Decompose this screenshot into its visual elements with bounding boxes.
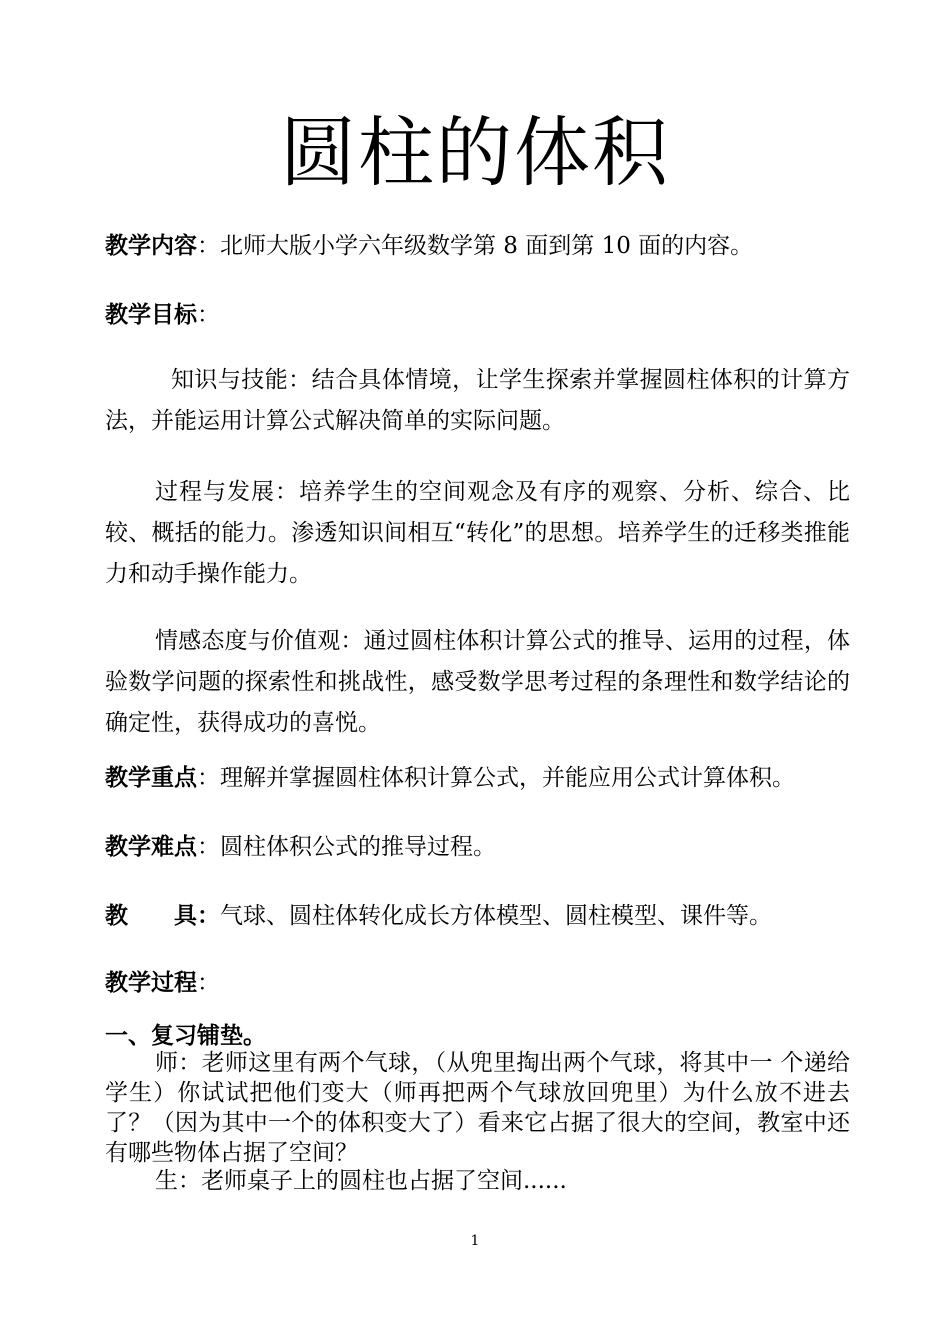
teacher-dialogue: 师：老师这里有两个气球，（从兜里掏出两个气球，将其中一 个递给学生）你试试把他们变大（师再把两个气球放回兜里）为什么放不进去了？（因为其中一个的体积变大了）看来它占据了很大的空间，教室中还有哪些物体占据了空间？ (105, 1050, 850, 1166)
page-number: 1 (470, 1233, 480, 1249)
section-one-heading: 一、复习铺垫。 (105, 1023, 266, 1049)
tools-line (105, 902, 850, 930)
difficulty-label: 教学难点 (105, 834, 197, 860)
student-dialogue: 生：老师桌子上的圆柱也占据了空间...... (155, 1168, 567, 1194)
key-point-text: ：理解并掌握圆柱体积计算公式，并能应用公式计算体积。 (197, 765, 795, 791)
objective-emotion: 情感态度与价值观：通过圆柱体积计算公式的推导、运用的过程，体验数学问题的探索性和挑战性，感受数学思考过程的条理性和数学结论的确定性，获得成功的喜悦。 (105, 628, 850, 736)
teaching-content-label: 教学内容 (105, 233, 197, 259)
difficulty-line (105, 833, 850, 861)
tools-text: 气球、圆柱体转化成长方体模型、圆柱模型、课件等。 (220, 903, 772, 929)
teaching-objectives-line (105, 301, 850, 329)
procedure-line (105, 969, 850, 997)
teaching-objectives-label: 教学目标 (105, 302, 197, 328)
tools-label: 教 具： (105, 903, 220, 929)
teaching-objectives-colon: ： (197, 302, 220, 328)
key-point-line (105, 764, 850, 792)
teaching-content-text: ：北师大版小学六年级数学第 8 面到第 10 面的内容。 (197, 233, 754, 259)
procedure-colon: ： (197, 970, 220, 996)
objective-process: 过程与发展：培养学生的空间观念及有序的观察、分析、综合、比较、概括的能力。渗透知识间相互“转化”的思想。培养学生的迁移类推能力和动手操作能力。 (105, 479, 850, 587)
procedure-label: 教学过程 (105, 970, 197, 996)
key-point-label: 教学重点 (105, 765, 197, 791)
teaching-content-line (105, 232, 850, 260)
difficulty-text: ：圆柱体积公式的推导过程。 (197, 834, 496, 860)
objective-knowledge: 知识与技能：结合具体情境，让学生探索并掌握圆柱体积的计算方法，并能运用计算公式解决简单的实际问题。 (105, 367, 850, 434)
document-title: 圆柱的体积 (280, 108, 670, 197)
